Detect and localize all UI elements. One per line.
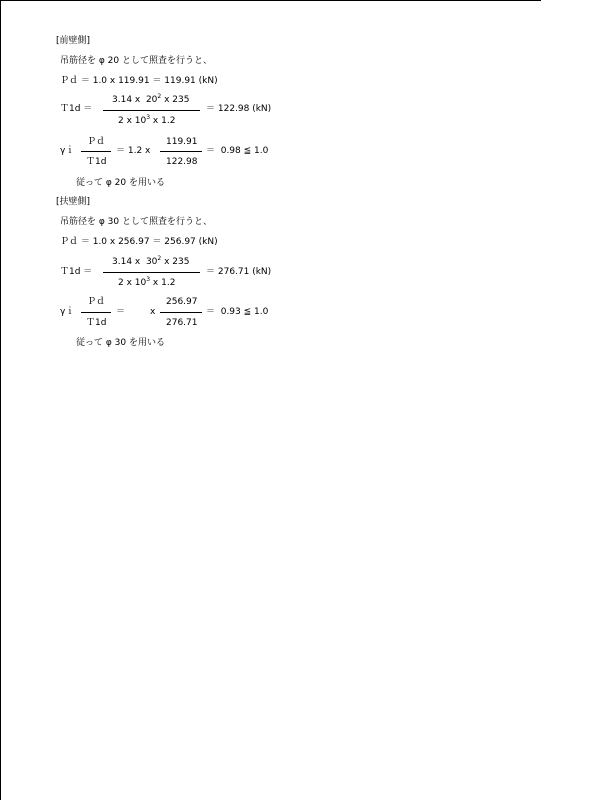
support-gamma-frac-bar	[81, 312, 111, 313]
front-gamma-frac-denominator: Ｔ1d	[86, 157, 107, 167]
support-section-header: [扶壁側]	[56, 197, 91, 207]
front-intro-text: 吊筋径を φ 20 として照査を行うと、	[60, 56, 212, 66]
support-gamma-equals: ＝	[116, 307, 126, 317]
support-gamma-result: ＝ 0.93 ≦ 1.0	[206, 307, 269, 317]
front-gamma-result: ＝ 0.98 ≦ 1.0	[206, 146, 269, 156]
support-gamma-times: x	[150, 307, 156, 317]
front-gamma-label: γｉ	[60, 146, 75, 156]
support-t1d-label: Ｔ1d ＝	[60, 267, 93, 277]
front-gamma-multiplier: ＝ 1.2 x	[116, 146, 151, 156]
front-t1d-fraction-bar	[103, 110, 200, 111]
support-gamma-value-bar	[160, 312, 202, 313]
page-left-border	[0, 0, 1, 800]
support-t1d-result: ＝ 276.71 (kN)	[206, 267, 272, 277]
support-pd-equation: Ｐｄ ＝ 1.0 x 256.97 ＝ 256.97 (kN)	[60, 237, 218, 247]
front-gamma-value-denominator: 122.98	[166, 157, 198, 167]
support-t1d-denominator: 2 x $10^3$ x 1.2	[118, 276, 176, 288]
page-top-border	[0, 0, 541, 1]
support-gamma-label: γｉ	[60, 307, 75, 317]
front-conclusion: 従って φ 20 を用いる	[76, 178, 165, 188]
front-section-header: [前壁側]	[56, 36, 91, 46]
support-conclusion: 従って φ 30 を用いる	[76, 338, 165, 348]
front-gamma-value-numerator: 119.91	[166, 137, 198, 147]
front-t1d-denominator: 2 x $10^3$ x 1.2	[118, 114, 176, 126]
support-t1d-numerator: 3.14 x $30^2$ x 235	[112, 255, 190, 267]
support-gamma-value-numerator: 256.97	[166, 297, 198, 307]
support-gamma-frac-numerator: Ｐｄ	[87, 297, 106, 307]
front-t1d-numerator: 3.14 x $20^2$ x 235	[112, 93, 190, 105]
support-t1d-fraction-bar	[103, 272, 200, 273]
support-gamma-frac-denominator: Ｔ1d	[86, 318, 107, 328]
support-gamma-value-denominator: 276.71	[166, 318, 198, 328]
front-t1d-label: Ｔ1d ＝	[60, 104, 93, 114]
front-gamma-frac-numerator: Ｐｄ	[87, 137, 106, 147]
support-intro-text: 吊筋径を φ 30 として照査を行うと、	[60, 217, 212, 227]
front-t1d-result: ＝ 122.98 (kN)	[206, 104, 272, 114]
front-pd-equation: Ｐｄ ＝ 1.0 x 119.91 ＝ 119.91 (kN)	[60, 76, 218, 86]
front-gamma-frac-bar	[81, 151, 111, 152]
front-gamma-value-bar	[160, 151, 202, 152]
